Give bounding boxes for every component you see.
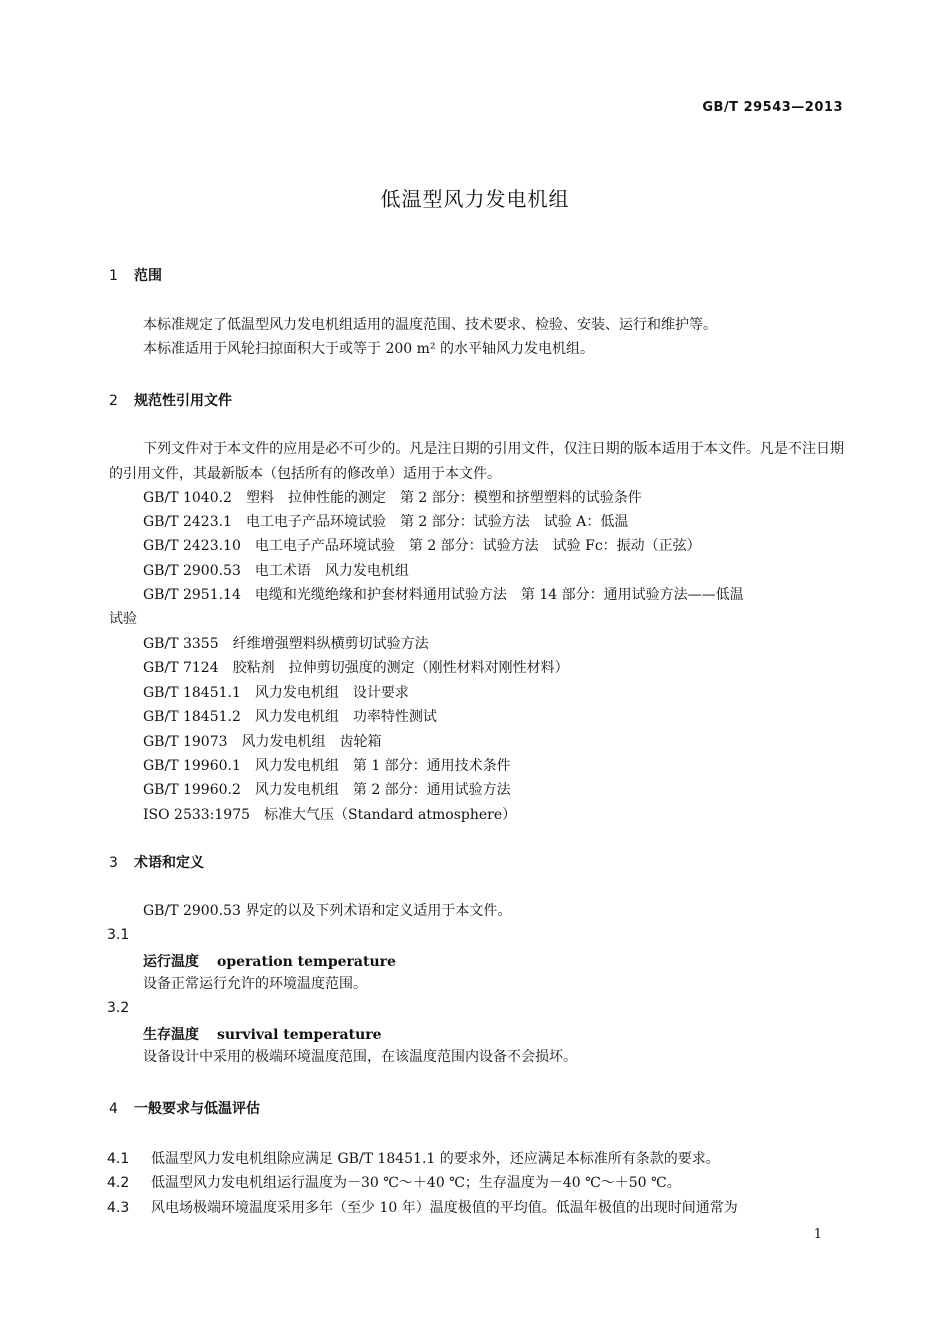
section-title: 一般要求与低温评估	[134, 1101, 260, 1117]
paragraph: 本标准规定了低温型风力发电机组适用的温度范围、技术要求、检验、安装、运行和维护等。	[143, 317, 717, 333]
reference-title: 风力发电机组 功率特性测试	[254, 709, 437, 725]
reference-item	[143, 560, 409, 580]
reference-code: GB/T 2900.53	[143, 563, 241, 579]
reference-title: 电工电子产品环境试验 第 2 部分：试验方法 试验 Fc：振动（正弦）	[254, 538, 701, 554]
reference-title: 塑料 拉伸性能的测定 第 2 部分：模塑和挤塑塑料的试验条件	[245, 490, 642, 506]
reference-code: GB/T 19960.1	[143, 758, 241, 774]
reference-item	[143, 755, 511, 775]
page-number: 1	[813, 1227, 822, 1242]
reference-title: 电工术语 风力发电机组	[254, 563, 409, 579]
reference-code: GB/T 2423.1	[143, 514, 232, 530]
section-number: 1	[109, 268, 118, 284]
clause-text: 低温型风力发电机组运行温度为－30 ℃～＋40 ℃；生存温度为－40 ℃～＋50 ℃。	[151, 1175, 681, 1191]
reference-title: 风力发电机组 设计要求	[254, 685, 409, 701]
reference-item	[143, 535, 701, 555]
paragraph: 本标准适用于风轮扫掠面积大于或等于 200 m² 的水平轴风力发电机组。	[143, 341, 594, 357]
reference-item	[143, 584, 744, 604]
reference-code: GB/T 2423.10	[143, 538, 241, 554]
term-heading	[143, 1024, 382, 1044]
reference-title: 标准大气压（Standard atmosphere）	[264, 807, 517, 823]
reference-title: 胶粘剂 拉伸剪切强度的测定（刚性材料对刚性材料）	[232, 660, 569, 676]
term-definition: 设备设计中采用的极端环境温度范围，在该温度范围内设备不会损坏。	[143, 1049, 577, 1065]
section-number: 3	[109, 855, 118, 871]
reference-title: 风力发电机组 第 2 部分：通用试验方法	[254, 782, 511, 798]
section-number: 2	[109, 393, 118, 409]
clause-number: 4.2	[107, 1175, 130, 1191]
reference-title: 电缆和光缆绝缘和护套材料通用试验方法 第 14 部分：通用试验方法——低温	[254, 587, 744, 603]
term-heading	[143, 951, 396, 971]
reference-code: GB/T 18451.2	[143, 709, 241, 725]
section-2-heading	[109, 390, 232, 410]
term-number: 3.2	[107, 1000, 130, 1016]
standard-number: GB/T 29543—2013	[702, 100, 843, 115]
reference-item	[143, 633, 429, 653]
clause	[107, 1148, 720, 1168]
reference-item	[143, 731, 382, 751]
section-title: 范围	[134, 268, 162, 284]
section-3-heading	[109, 852, 204, 872]
reference-item	[143, 706, 437, 726]
term-definition: 设备正常运行允许的环境温度范围。	[143, 976, 367, 992]
clause	[107, 1172, 681, 1192]
reference-code: GB/T 18451.1	[143, 685, 241, 701]
term-english: operation temperature	[217, 954, 396, 970]
reference-item	[143, 804, 516, 824]
paragraph: GB/T 2900.53 界定的以及下列术语和定义适用于本文件。	[143, 903, 512, 919]
section-number: 4	[109, 1101, 118, 1117]
clause	[107, 1197, 738, 1217]
document-title: 低温型风力发电机组	[380, 187, 570, 211]
reference-item	[143, 511, 628, 531]
reference-code: GB/T 7124	[143, 660, 219, 676]
reference-title: 纤维增强塑料纵横剪切试验方法	[232, 636, 429, 652]
section-4-heading	[109, 1098, 260, 1118]
reference-title: 风力发电机组 第 1 部分：通用技术条件	[254, 758, 511, 774]
reference-item	[143, 487, 642, 507]
reference-code: GB/T 3355	[143, 636, 219, 652]
term-number: 3.1	[107, 927, 130, 943]
section-title: 术语和定义	[134, 855, 204, 871]
reference-title: 电工电子产品环境试验 第 2 部分：试验方法 试验 A：低温	[245, 514, 629, 530]
reference-item	[143, 657, 569, 677]
reference-item-continued	[109, 608, 137, 628]
clause-number: 4.3	[107, 1200, 130, 1216]
term-chinese: 生存温度	[143, 1027, 199, 1043]
reference-item	[143, 682, 409, 702]
reference-title: 风力发电机组 齿轮箱	[241, 734, 382, 750]
clause-number: 4.1	[107, 1151, 130, 1167]
reference-title: 试验	[109, 611, 137, 627]
reference-code: GB/T 1040.2	[143, 490, 232, 506]
term-english: survival temperature	[217, 1027, 382, 1043]
paragraph: 下列文件对于本文件的应用是必不可少的。凡是注日期的引用文件，仅注日期的版本适用于本文件。凡是不注日期的引用文件，其最新版本（包括所有的修改单）适用于本文件。	[109, 441, 844, 482]
section-title: 规范性引用文件	[134, 393, 232, 409]
clause-text: 风电场极端环境温度采用多年（至少 10 年）温度极值的平均值。低温年极值的出现时间通常为	[151, 1200, 738, 1216]
clause-text: 低温型风力发电机组除应满足 GB/T 18451.1 的要求外，还应满足本标准所有条款的要求。	[151, 1151, 720, 1167]
reference-code: GB/T 19960.2	[143, 782, 241, 798]
section-1-heading	[109, 265, 162, 285]
term-chinese: 运行温度	[143, 954, 199, 970]
reference-item	[143, 779, 511, 799]
reference-code: GB/T 19073	[143, 734, 228, 750]
reference-code: ISO 2533:1975	[143, 807, 251, 823]
reference-code: GB/T 2951.14	[143, 587, 241, 603]
